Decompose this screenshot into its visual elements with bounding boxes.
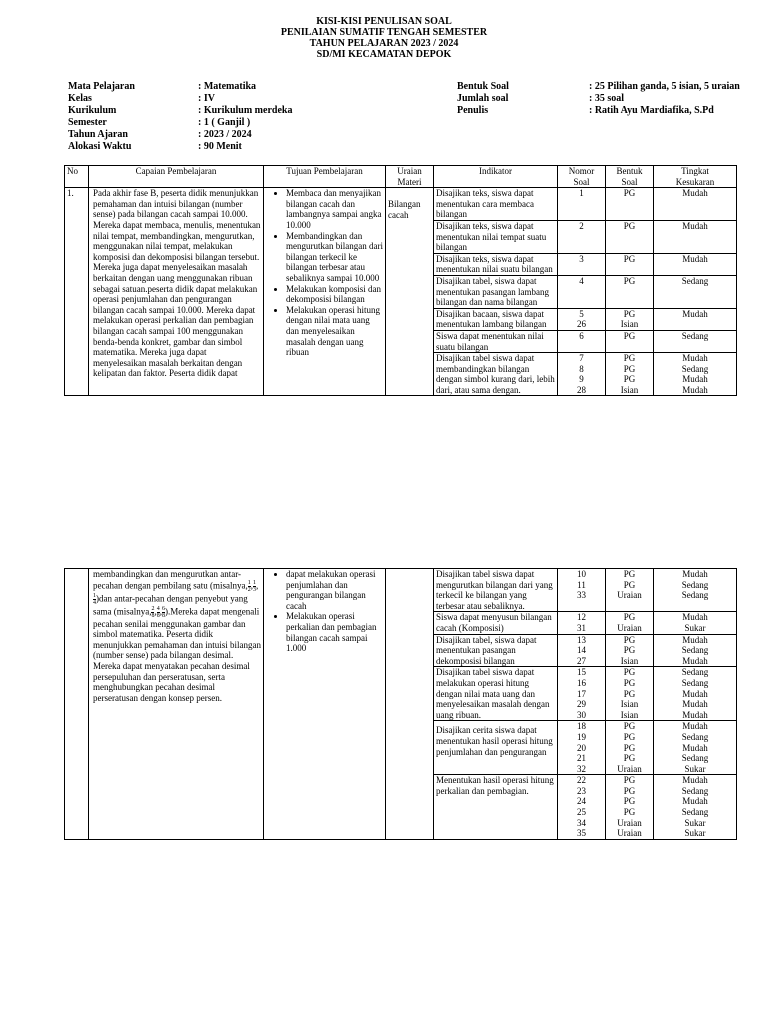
- info-label: Bentuk Soal: [457, 81, 509, 92]
- capaian-text: membandingkan dan mengurutkan antar-pecahan dengan pembilang satu (misalnya,: [93, 569, 248, 591]
- cell-indikator: Disajikan tabel siswa dapat melakukan operasi hitung dengan nilai mata uang dan menyelesaikan masalah dengan uang ribuan.: [434, 667, 558, 721]
- cell-indikator: Disajikan tabel siswa dapat mengurutkan bilangan dari yang terkecil ke bilangan yang terbesar atau sebaliknya.: [434, 569, 558, 612]
- cell-tingkat: Mudah Sedang Mudah Mudah: [654, 353, 737, 396]
- info-value: : 25 Pilihan ganda, 5 isian, 5 uraian: [589, 81, 740, 92]
- cell-indikator: Menentukan hasil operasi hitung perkalian dan pembagian.: [434, 775, 558, 840]
- cell-bentuk: PG Uraian: [606, 612, 654, 634]
- info-value: : 35 soal: [589, 93, 624, 104]
- title-line: TAHUN PELAJARAN 2023 / 2024: [309, 38, 459, 49]
- info-row: [457, 93, 740, 105]
- cell-bentuk: PG: [606, 330, 654, 352]
- cell-indikator: Disajikan teks, siswa dapat menentukan nilai tempat suatu bilangan: [434, 220, 558, 253]
- info-value: : 1 ( Ganjil ): [198, 117, 251, 128]
- tujuan-item: • Membaca dan menyajikan bilangan cacah dan lambangnya sampai angka 10.000: [286, 188, 383, 230]
- header-nomor: Nomor Soal: [558, 166, 606, 188]
- table-header-row: [65, 166, 737, 188]
- cell-nomor: 15 16 17 29 30: [558, 667, 606, 721]
- tujuan-item: • dapat melakukan operasi penjumlahan dan pengurangan bilangan cacah: [286, 569, 383, 611]
- capaian-text: ).Mereka dapat mengenali pecahan senilai menggunakan gambar dan simbol matematika. Peserta didik menunjukkan pemahaman dan intuisi bilangan (number sense) pada bilangan desimal. Mereka dapat menyatakan pecahan desimal persepuluhan dan perseratusan, serta menghubungkan pecahan desimal perseratusan dengan konsep persen.: [93, 606, 261, 703]
- info-value: : 90 Menit: [198, 141, 242, 152]
- cell-tingkat: Mudah Sedang Mudah Sedang Sukar Sukar: [654, 775, 737, 840]
- header-tingkat: Tingkat Kesukaran: [654, 166, 737, 188]
- cell-indikator: Disajikan cerita siswa dapat menentukan hasil operasi hitung penjumlahan dan pengurangan: [434, 721, 558, 775]
- header-capaian: Capaian Pembelajaran: [89, 166, 264, 188]
- header-bentuk: Bentuk Soal: [606, 166, 654, 188]
- cell-tujuan: [264, 569, 386, 840]
- header-indikator: Indikator: [434, 166, 558, 188]
- fraction: $\frac{1}{4}$: [93, 592, 96, 606]
- cell-uraian: [386, 569, 434, 840]
- cell-tingkat: Mudah: [654, 308, 737, 330]
- info-row: [457, 81, 740, 93]
- cell-indikator: Siswa dapat menyusun bilangan cacah (Komposisi): [434, 612, 558, 634]
- title-line: SD/MI KECAMATAN DEPOK: [316, 49, 452, 60]
- info-row: [68, 105, 292, 117]
- cell-indikator: Siswa dapat menentukan nilai suatu bilangan: [434, 330, 558, 352]
- cell-nomor: 10 11 33: [558, 569, 606, 612]
- info-row: [68, 117, 292, 129]
- kisi-kisi-table-2: [64, 568, 737, 840]
- cell-tingkat: Mudah Sedang Mudah: [654, 634, 737, 667]
- cell-capaian: Pada akhir fase B, peserta didik menunjukkan pemahaman dan intuisi bilangan (number sense) pada bilangan cacah sampai 10.000. Mereka dapat membaca, menulis, menentukan nilai tempat, membandingkan, mengurutkan, menggunakan nilai tempat, melakukan komposisi dan dekomposisi bilangan tersebut. Mereka juga dapat menyelesaikan masalah berkaitan dengan uang menggunakan ribuan sebagai satuan.peserta didik dapat melakukan operasi penjumlahan dan pengurangan bilangan cacah sampai 10.000. Mereka dapat melakukan operasi perkalian dan pembagian bilangan cacah sampai 100 menggunakan benda-benda konkret, gambar dan simbol matematika. Mereka juga dapat menyelesaikan masalah berkaitan dengan kelipatan dan faktor. Peserta didik dapat: [89, 188, 264, 396]
- cell-nomor: 22 23 24 25 34 35: [558, 775, 606, 840]
- info-label: Tahun Ajaran: [68, 129, 128, 140]
- table-row: [65, 569, 737, 612]
- info-value: : 2023 / 2024: [198, 129, 252, 140]
- cell-nomor: 7 8 9 28: [558, 353, 606, 396]
- info-row: [68, 129, 292, 141]
- cell-indikator: Disajikan teks, siswa dapat menentukan nilai suatu bilangan: [434, 253, 558, 275]
- fraction: $\frac{4}{8}$: [156, 605, 160, 619]
- cell-bentuk: PG PG PG PG Uraian Uraian: [606, 775, 654, 840]
- cell-indikator: Disajikan tabel, siswa dapat menentukan pasangan lambang bilangan dan nama bilangan: [434, 275, 558, 308]
- cell-nomor: 12 31: [558, 612, 606, 634]
- info-label: Kurikulum: [68, 105, 117, 116]
- cell-tingkat: Sedang: [654, 330, 737, 352]
- info-label: Mata Pelajaran: [68, 81, 135, 92]
- cell-tingkat: Sedang Sedang Mudah Mudah Mudah: [654, 667, 737, 721]
- info-row: [68, 93, 292, 105]
- cell-no: 1.: [65, 188, 89, 396]
- tujuan-item: • Membandingkan dan mengurutkan bilangan dari bilangan terkecil ke bilangan terbesar atau sebaliknya sampai 10.000: [286, 231, 383, 284]
- cell-tingkat: Mudah: [654, 220, 737, 253]
- capaian-text: )dan antar-pecahan dengan penyebut yang sama (misalnya,: [93, 593, 248, 617]
- cell-tingkat: Mudah Sedang Sedang: [654, 569, 737, 612]
- cell-indikator: Disajikan tabel siswa dapat membandingkan bilangan dengan simbol kurang dari, lebih dari, atau sama dengan.: [434, 353, 558, 396]
- cell-uraian: Bilangan cacah: [386, 188, 434, 396]
- info-label: Alokasi Waktu: [68, 141, 132, 152]
- header-no: No: [65, 166, 89, 188]
- fraction: $\frac{6}{8}$: [161, 605, 165, 619]
- info-label: Penulis: [457, 105, 489, 116]
- cell-bentuk: PG PG Isian: [606, 634, 654, 667]
- cell-bentuk: PG: [606, 253, 654, 275]
- cell-tingkat: Mudah: [654, 188, 737, 221]
- info-label: Jumlah soal: [457, 93, 509, 104]
- cell-bentuk: PG: [606, 275, 654, 308]
- title-line: PENILAIAN SUMATIF TENGAH SEMESTER: [280, 27, 488, 38]
- cell-capaian: membandingkan dan mengurutkan antar-pecahan dengan pembilang satu (misalnya, $\frac{1}{2}$ , $\frac{1}{3}$ , $\frac{1}{4}$ )dan antar-pecahan dengan penyebut yang sama (misalnya, $\frac{2}{8}$ , $\frac{4}{8}$ , $\frac{6}{8}$ ).Mereka dapat mengenali pecahan senilai menggunakan gambar dan simbol matematika. Peserta didik menunjukkan pemahaman dan intuisi bilangan (number sense) pada bilangan desimal. Mereka dapat menyatakan pecahan desimal persepuluhan dan perseratusan, serta menghubungkan pecahan desimal perseratusan dengan konsep persen.: [89, 569, 264, 840]
- cell-nomor: 2: [558, 220, 606, 253]
- cell-bentuk: PG PG PG Isian Isian: [606, 667, 654, 721]
- cell-nomor: 1: [558, 188, 606, 221]
- cell-indikator: Disajikan bacaan, siswa dapat menentukan lambang bilangan: [434, 308, 558, 330]
- title-line: KISI-KISI PENULISAN SOAL: [316, 16, 452, 27]
- info-left: [68, 81, 292, 153]
- cell-nomor: 3: [558, 253, 606, 275]
- cell-tingkat: Mudah: [654, 253, 737, 275]
- info-row: [68, 81, 292, 93]
- tujuan-item: • Melakukan operasi perkalian dan pembagian bilangan cacah sampai 1.000: [286, 611, 383, 653]
- cell-nomor: 13 14 27: [558, 634, 606, 667]
- header-uraian: Uraian Materi: [386, 166, 434, 188]
- info-right: [457, 81, 740, 117]
- cell-indikator: Disajikan tabel, siswa dapat menentukan pasangan dekomposisi bilangan: [434, 634, 558, 667]
- info-value: : Matematika: [198, 81, 257, 92]
- info-value: : IV: [198, 93, 215, 104]
- cell-no: [65, 569, 89, 840]
- info-row: [457, 105, 740, 117]
- cell-bentuk: PG: [606, 220, 654, 253]
- cell-bentuk: PG PG Uraian: [606, 569, 654, 612]
- fraction: $\frac{1}{2}$: [247, 579, 251, 593]
- cell-indikator: Disajikan teks, siswa dapat menentukan cara membaca bilangan: [434, 188, 558, 221]
- cell-nomor: 4: [558, 275, 606, 308]
- cell-nomor: 18 19 20 21 32: [558, 721, 606, 775]
- cell-tingkat: Mudah Sedang Mudah Sedang Sukar: [654, 721, 737, 775]
- info-row: [68, 141, 292, 153]
- table-row: [65, 188, 737, 221]
- info-value: : Ratih Ayu Mardiafika, S.Pd: [589, 105, 714, 116]
- cell-tujuan: [264, 188, 386, 396]
- cell-bentuk: PG PG PG Isian: [606, 353, 654, 396]
- document-title-block: [0, 16, 768, 60]
- header-tujuan: Tujuan Pembelajaran: [264, 166, 386, 188]
- cell-nomor: 5 26: [558, 308, 606, 330]
- cell-bentuk: PG PG PG PG Uraian: [606, 721, 654, 775]
- fraction: $\frac{1}{3}$: [252, 579, 256, 593]
- cell-bentuk: PG Isian: [606, 308, 654, 330]
- tujuan-item: • Melakukan operasi hitung dengan nilai mata uang dan menyelesaikan masalah dengan uang ribuan: [286, 305, 383, 358]
- tujuan-item: • Melakukan komposisi dan dekomposisi bilangan: [286, 284, 383, 305]
- info-label: Kelas: [68, 93, 92, 104]
- cell-tingkat: Sedang: [654, 275, 737, 308]
- info-label: Semester: [68, 117, 107, 128]
- info-value: : Kurikulum merdeka: [198, 105, 293, 116]
- cell-bentuk: PG: [606, 188, 654, 221]
- kisi-kisi-table-1: [64, 165, 737, 396]
- cell-nomor: 6: [558, 330, 606, 352]
- fraction: $\frac{2}{8}$: [151, 605, 155, 619]
- cell-tingkat: Mudah Sukar: [654, 612, 737, 634]
